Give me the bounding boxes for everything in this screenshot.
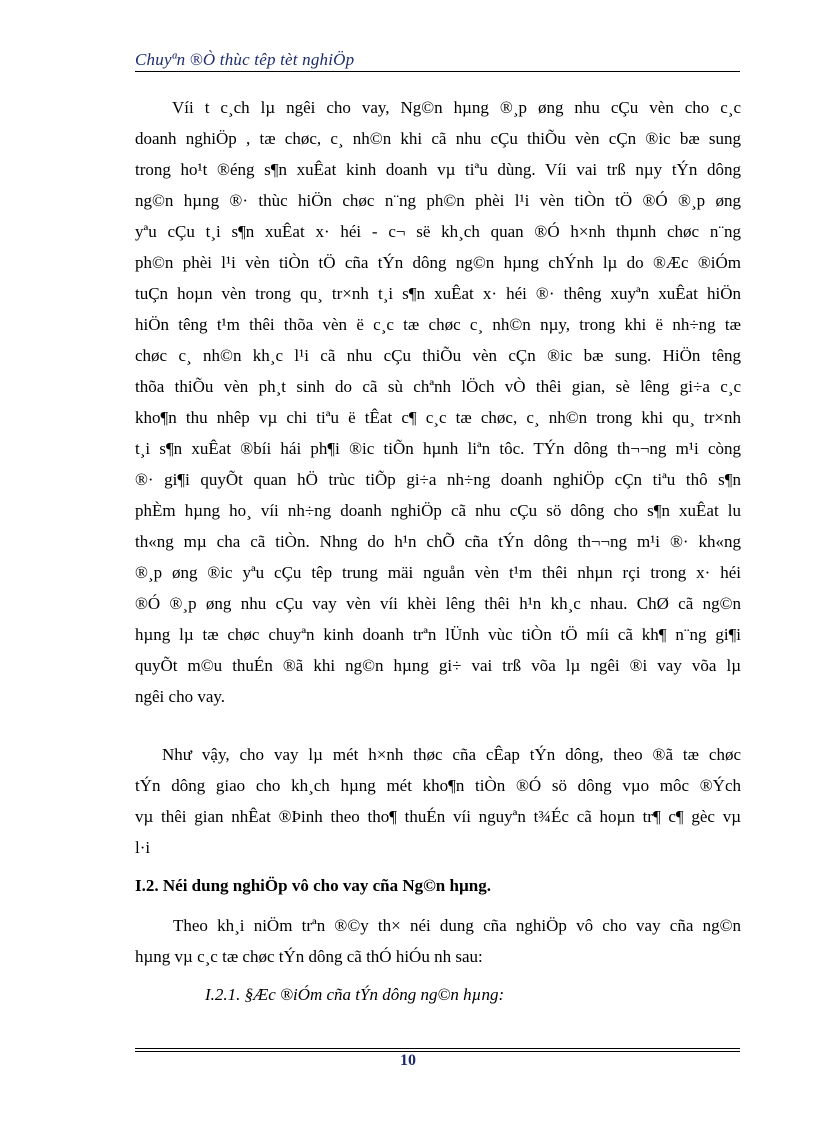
running-header-title: Chuyªn ®Ò thùc têp tèt nghiÖp (135, 50, 355, 69)
text-line: trong ho¹t ®éng s¶n xuÊat kinh doanh vµ tiªu dùng. Víi vai trß nµy tÝn dông (135, 160, 741, 179)
text-line: thõa thiÕu vèn ph¸t sinh do cã sù chªnh lÖch vÒ thêi gian, sè lêng gi÷a c¸c (135, 377, 741, 396)
text-line: hiÖn têng t¹m thêi thõa vèn ë c¸c tæ chøc c¸ nh©n nµy, trong khi ë nh÷ng tæ (135, 315, 741, 334)
text-line: t¸i s¶n xuÊat ®bíi hái ph¶i ®ic tiÕn hµnh liªn tôc. TÝn dông th¬¬ng m¹i còng (135, 439, 741, 458)
text-line: hµng vµ c¸c tæ chøc tÝn dông cã thÓ hiÓu nh sau: (135, 947, 483, 966)
paragraph-3 (135, 910, 741, 972)
paragraph-1 (135, 92, 741, 712)
text-line: vµ thêi gian nhÊat ®Þinh theo tho¶ thuÉn víi nguyªn t¾Éc cã hoµn tr¶ c¶ gèc vµ (135, 807, 741, 826)
text-line: quyÕt m©u thuÉn ®ã khi ng©n hµng gi÷ vai trß võa lµ ngêi ®i vay võa lµ (135, 656, 741, 675)
text-line: yªu cÇu t¸i s¶n xuÊat x· héi - c¬ së kh¸ch quan ®Ó h×nh thµnh chøc n¨ng (135, 222, 741, 241)
text-line: Theo kh¸i niÖm trªn ®©y th× néi dung cña nghiÖp vô cho vay cña ng©n (173, 916, 741, 935)
paragraph-2 (135, 739, 741, 863)
text-line: chøc c¸ nh©n kh¸c l¹i cã nhu cÇu thiÕu vèn cÇn ®ic bæ sung. HiÖn têng (135, 346, 741, 365)
text-line: doanh nghiÖp , tæ chøc, c¸ nh©n khi cã nhu cÇu thiÕu vèn cÇn ®ic bæ sung (135, 129, 741, 148)
text-line: Như vậy, cho vay lµ mét h×nh thøc cña cÊap tÝn dông, theo ®ã tæ chøc (162, 745, 741, 764)
page-number: 10 (400, 1052, 416, 1069)
text-line: ng©n hµng ®· thùc hiÖn chøc n¨ng ph©n phèi l¹i vèn tiÒn tÖ ®Ó ®¸p øng (135, 191, 741, 210)
header-rule (135, 71, 740, 72)
text-line: th«ng mµ cha cã tiÒn. Nhng do h¹n chÕ cña tÝn dông th¬¬ng m¹i ®· kh«ng (135, 532, 741, 551)
text-line: ®· gi¶i quyÕt quan hÖ trùc tiÕp gi÷a nh÷ng doanh nghiÖp cÇn tiªu thô s¶n (135, 470, 741, 489)
text-line: tuÇn hoµn vèn trong qu¸ tr×nh t¸i s¶n xuÊat x· héi ®· thêng xuyªn xuÊat hiÖn (135, 284, 741, 303)
text-line: ®Ó ®¸p øng nhu cÇu vay vèn víi khèi lêng thêi h¹n kh¸c nhau. ChØ cã ng©n (135, 594, 741, 613)
text-line: ph©n phèi l¹i vèn tiÒn tÖ cña tÝn dông ng©n hµng chÝnh lµ do ®Æc ®iÓm (135, 253, 741, 272)
text-line: ngêi cho vay. (135, 687, 226, 706)
text-line: Víi t c¸ch lµ ngêi cho vay, Ng©n hµng ®¸p øng nhu cÇu vèn cho c¸c (172, 98, 741, 117)
text-line: ®¸p øng ®ic yªu cÇu têp trung mäi nguån vèn t¹m thêi nhµn rçi trong x· héi (135, 563, 741, 582)
text-line: l·i (135, 838, 151, 857)
subsection-heading: I.2.1. §Æc ®iÓm cña tÝn dông ng©n hµng: (205, 985, 505, 1004)
text-line: hµng lµ tæ chøc chuyªn kinh doanh trªn lÜnh vùc tiÒn tÖ míi cã kh¶ n¨ng gi¶i (135, 625, 741, 644)
text-line: phÈm hµng ho¸ víi nh÷ng doanh nghiÖp cã nhu cÇu sö dông cho s¶n xuÊat lu (135, 501, 741, 520)
text-line: kho¶n thu nhêp vµ chi tiªu ë tÊat c¶ c¸c tæ chøc, c¸ nh©n trong khi qu¸ tr×nh (135, 408, 741, 427)
footer-rule-top (135, 1048, 740, 1049)
text-line: tÝn dông giao cho kh¸ch hµng mét kho¶n tiÒn ®Ó sö dông vµo môc ®Ých (135, 776, 741, 795)
section-heading: I.2. Néi dung nghiÖp vô cho vay cña Ng©n hµng. (135, 876, 491, 895)
